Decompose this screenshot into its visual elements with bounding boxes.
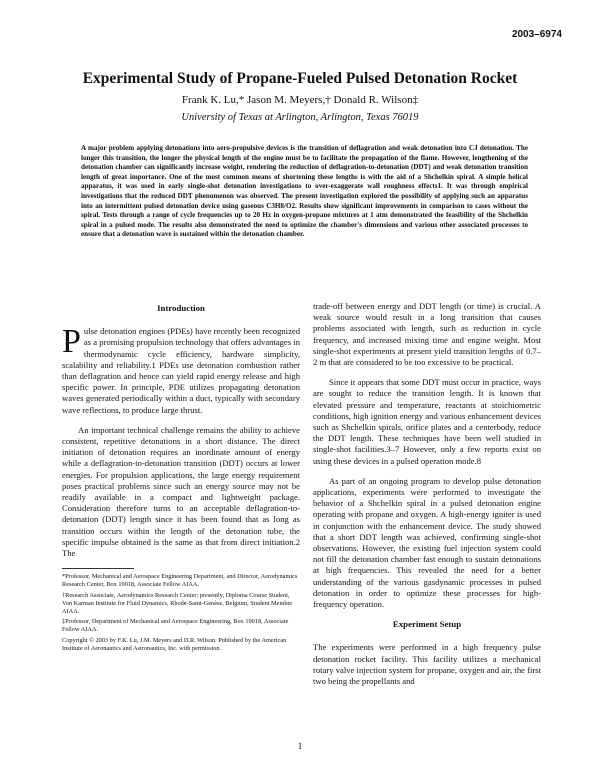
footnote-1: *Professor, Mechanical and Aerospace Engineering Department, and Director, Aerodynamics Research Center, Box 19018, Associate Fellow AIAA. xyxy=(62,573,298,589)
intro-paragraph-1-text: ulse detonation engines (PDEs) have recently been recognized as a promising propulsion technology that offers advantages in thermodynamic cycle efficiency, hardware simplicity, scalability and reliability.1 PDEs use detonation combustion rather than deflagration and hence can yield rapid energy release and high specific power. In principle, PDE utilizes propagating detonation waves generated periodically within a duct, typically with secondary wave reflections, to produce large thrust. xyxy=(62,326,300,415)
footnote-2: †Research Associate, Aerodynamics Research Center; presently, Diploma Course Student, Von Karman Institute for Fluid Dynamics, Rhode-Saint-Genèse, Belgium, Student Member AIAA. xyxy=(62,591,293,616)
abstract: A major problem applying detonations into aero-propulsive devices is the transition of deflagration and weak detonation into CJ detonation. The longer this transition, the longer the physical length of the engine must be to facilitate the propagation of the flame. However, lengthening of the detonation chamber can significantly increase weight, rendering the reduction of deflagration-to-detonation (DDT) and weak detonation transition length of great importance. One of the most common means of shortening these lengths is with the aid of a Shchelkin spiral. A simple helical apparatus, it was used in early single-shot detonation investigations to over-exaggerate wall roughness effects1. It was through empirical investigations that the reduced DDT phenomenon was observed. The present investigation explored the possibility of applying such an apparatus into an intermittent pulsed detonation device using gaseous C3H8/O2. Results show significant improvements in comparison to cases without the spiral. Tests through a range of cycle frequencies up to 20 Hz in oxygen-propane mixtures at 1 atm demonstrated the feasibility of the Shchelkin spiral in a pulsed mode. The results also demonstrated the need to optimize the chamber's dimensions and various other associated processes to ensure that a detonation wave is sustained within the detonation chamber. xyxy=(81,144,528,239)
paper-id: 2003–6974 xyxy=(511,29,562,40)
section-heading-introduction: Introduction xyxy=(157,303,205,313)
setup-paragraph-1: The experiments were performed in a high frequency pulse detonation rocket facility. This facility utilizes a mechanical rotary valve injection system for propane, oxygen and air, the first two being the propellants and xyxy=(313,642,541,687)
copyright-notice: Copyright © 2003 by F.K. Lu, J.M. Meyers and D.R. Wilson. Published by the American Institute of Aeronautics and Astronautics, Inc. with permission. xyxy=(62,636,287,652)
paper-title: Experimental Study of Propane-Fueled Pulsed Detonation Rocket xyxy=(82,70,518,87)
intro-paragraph-1 xyxy=(62,323,300,416)
page-number: 1 xyxy=(297,741,303,751)
right-column xyxy=(313,301,541,696)
drop-cap: P xyxy=(62,323,81,361)
intro-paragraph-5: As part of an ongoing program to develop pulse detonation applications, experiments were performed to investigate the behavior of a Shchelkin spiral in a pulsed detonation engine operating with propane and oxygen. A high-energy igniter is used in conjunction with the enhancement device. The study showed that a short DDT length was achieved, confirming single-shot observations. However, the existing fuel injection system could not fill the detonation chamber fast enough to sustain detonations at high frequencies. This revealed the need for a better understanding of the various gasdynamic processes in pulsed detonation in order to optimize these processes for high-frequency operation. xyxy=(313,475,541,610)
authors: Frank K. Lu,* Jason M. Meyers,† Donald R. Wilson‡ xyxy=(181,94,419,106)
left-column xyxy=(62,303,300,655)
intro-paragraph-4: Since it appears that some DDT must occur in practice, ways are sought to reduce the transition length. It is known that elevated pressure and temperature, reactants at stoichiometric conditions, high ignition energy and various enhancement devices such as Shchelkin spirals, orifice plates and a centerbody, reduce the DDT length. These techniques have been well studied in single-shot facilities.3–7 However, only a few reports exist on using these devices in a pulsed operation mode.8 xyxy=(313,377,541,466)
affiliation: University of Texas at Arlington, Arlington, Texas 76019 xyxy=(181,112,419,123)
footnote-3: ‡Professor, Department of Mechanical and Aerospace Engineering, Box 19018, Associate Fellow AIAA. xyxy=(62,618,289,634)
footnote-rule xyxy=(62,568,134,569)
intro-paragraph-3: trade-off between energy and DDT length (or time) is crucial. A weak source would result in a long transition that causes problems associated with length, such as reduction in cycle frequency, and increased mixing time and engine weight. Most single-shot experiments at present yield transition lengths of 0.7–2 m that are considered to be too excessive to be practical. xyxy=(313,301,541,368)
intro-paragraph-2: An important technical challenge remains the ability to achieve consistent, repetitive detonations in a short distance. The direct initiation of detonation requires an inordinate amount of energy while a deflagration-to-detonation transition (DDT) occurs at lower energies. For propulsion applications, the large energy requirement poses practical problems since such an energy source may not be readily available in a compact and lightweight package. Consideration therefore turns to an acceptable deflagration-to-detonation (DDT) length since it has been found that as long as transition occurs within the length of the detonation tube, the specific impulse obtained is the same as that from direct initiation.2 The xyxy=(62,424,300,559)
section-heading-experiment-setup: Experiment Setup xyxy=(392,619,462,630)
